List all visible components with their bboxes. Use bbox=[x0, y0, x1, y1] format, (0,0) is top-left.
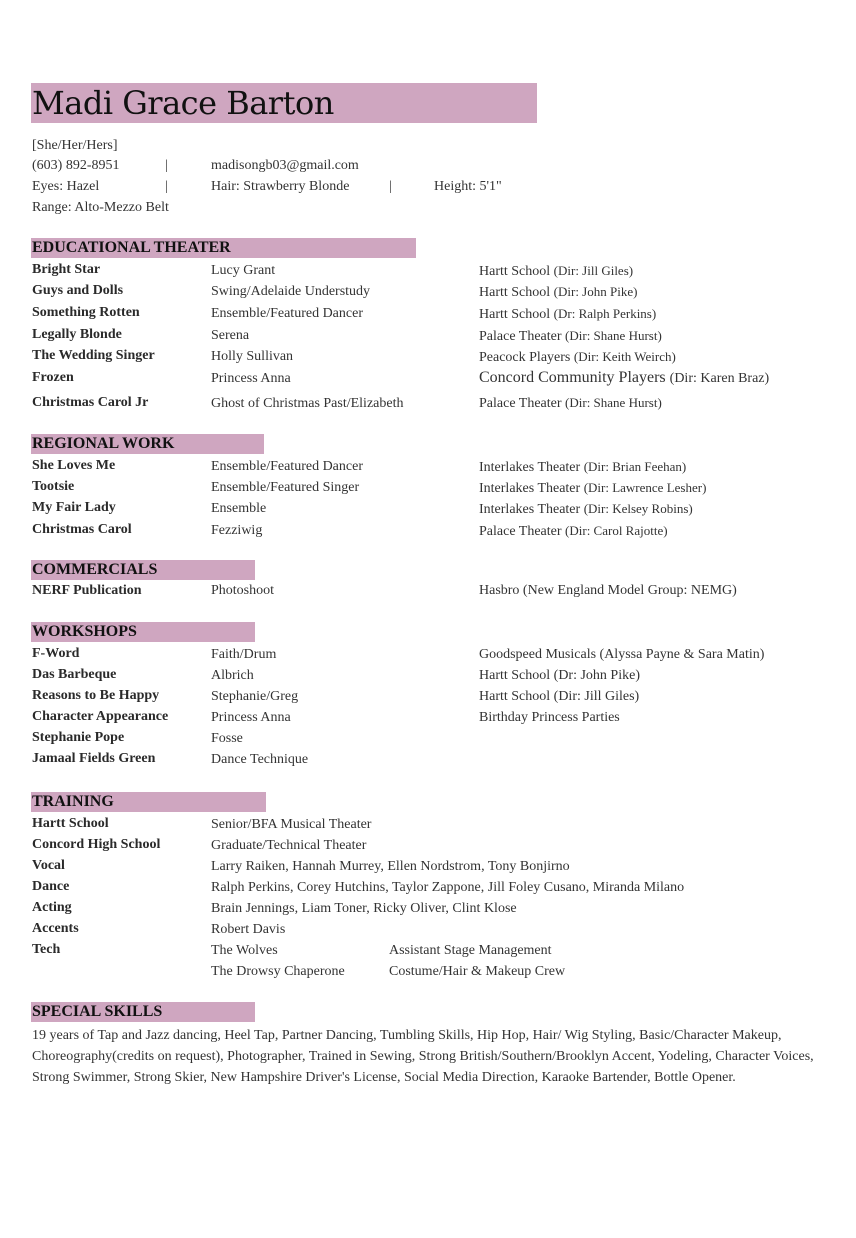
phone-number: (603) 892-8951 bbox=[32, 158, 120, 173]
role: Albrich bbox=[211, 668, 254, 683]
venue bbox=[479, 369, 769, 388]
training-value: Larry Raiken, Hannah Murrey, Ellen Nordstrom, Tony Bonjirno bbox=[211, 859, 570, 874]
separator: | bbox=[165, 179, 168, 194]
role: Fosse bbox=[211, 731, 243, 746]
director: (Dir: Kelsey Robins) bbox=[583, 501, 693, 516]
training-label: Concord High School bbox=[32, 837, 161, 852]
venue bbox=[479, 305, 656, 324]
show-title: Legally Blonde bbox=[32, 327, 122, 342]
role: Stephanie/Greg bbox=[211, 689, 299, 704]
role: Princess Anna bbox=[211, 710, 291, 725]
show-title: F-Word bbox=[32, 646, 80, 661]
venue: Hartt School (Dr: John Pike) bbox=[479, 668, 640, 683]
role: Ensemble bbox=[211, 501, 267, 516]
show-title: Das Barbeque bbox=[32, 667, 117, 682]
pronouns: [She/Her/Hers] bbox=[32, 138, 118, 153]
role: Dance Technique bbox=[211, 752, 309, 767]
venue-name: Palace Theater bbox=[479, 329, 562, 344]
show-title: Tootsie bbox=[32, 479, 75, 494]
venue-name: Concord Community Players bbox=[479, 369, 666, 386]
section-title-special-skills: SPECIAL SKILLS bbox=[32, 1003, 163, 1020]
director: (Dir: Shane Hurst) bbox=[565, 328, 662, 343]
training-value: Senior/BFA Musical Theater bbox=[211, 817, 372, 832]
role: Fezziwig bbox=[211, 523, 263, 538]
training-value: Ralph Perkins, Corey Hutchins, Taylor Zappone, Jill Foley Cusano, Miranda Milano bbox=[211, 880, 685, 895]
show-title: My Fair Lady bbox=[32, 500, 116, 515]
role: Holly Sullivan bbox=[211, 349, 294, 364]
show-title: NERF Publication bbox=[32, 583, 142, 598]
show-title: Christmas Carol Jr bbox=[32, 395, 149, 410]
director: (Dir: Lawrence Lesher) bbox=[583, 480, 707, 495]
performer-name: Madi Grace Barton bbox=[32, 84, 334, 122]
venue-name: Peacock Players bbox=[479, 350, 571, 365]
training-label: Tech bbox=[32, 942, 61, 957]
venue bbox=[479, 348, 676, 367]
hair-color: Hair: Strawberry Blonde bbox=[211, 179, 350, 194]
venue bbox=[479, 500, 693, 519]
show-title: Something Rotten bbox=[32, 305, 140, 320]
show-title: Jamaal Fields Green bbox=[32, 751, 156, 766]
special-skills-text: 19 years of Tap and Jazz dancing, Heel Tap, Partner Dancing, Tumbling Skills, Hip Hop, Hair/ Wig Styling, Basic/Character Makeup, Choreography(credits on request), Photographer, Trained in Sewing, Strong British/Southern/Brooklyn Accent, Yodeling, Character Voices, Strong Swimmer, Strong Skier, New Hampshire Driver's License, Social Media Direction, Karaoke Bartender, Bottle Opener. bbox=[32, 1028, 814, 1085]
director: (Dr: Ralph Perkins) bbox=[553, 306, 657, 321]
venue-name: Hartt School bbox=[479, 264, 551, 279]
role: Lucy Grant bbox=[211, 263, 276, 278]
vocal-range: Range: Alto-Mezzo Belt bbox=[32, 200, 169, 215]
venue bbox=[479, 458, 686, 477]
tech-show: The Wolves bbox=[211, 943, 278, 958]
role: Ensemble/Featured Singer bbox=[211, 480, 360, 495]
training-value: Graduate/Technical Theater bbox=[211, 838, 367, 853]
training-label: Dance bbox=[32, 879, 70, 894]
tech-show: The Drowsy Chaperone bbox=[211, 964, 345, 979]
show-title: She Loves Me bbox=[32, 458, 116, 473]
tech-role: Costume/Hair & Makeup Crew bbox=[389, 964, 566, 979]
director: (Dir: Karen Braz) bbox=[669, 371, 770, 386]
show-title: Character Appearance bbox=[32, 709, 169, 724]
section-title-commercials: COMMERCIALS bbox=[32, 561, 158, 578]
training-label: Vocal bbox=[32, 858, 65, 873]
venue: Birthday Princess Parties bbox=[479, 710, 620, 725]
section-title-workshops: WORKSHOPS bbox=[32, 623, 137, 640]
show-title: Guys and Dolls bbox=[32, 283, 124, 298]
height: Height: 5'1" bbox=[434, 179, 502, 194]
role: Serena bbox=[211, 328, 250, 343]
role: Ensemble/Featured Dancer bbox=[211, 459, 363, 474]
director: (Dir: Shane Hurst) bbox=[565, 395, 662, 410]
venue: Goodspeed Musicals (Alyssa Payne & Sara Matin) bbox=[479, 647, 765, 662]
venue bbox=[479, 479, 706, 498]
venue: Hartt School (Dir: Jill Giles) bbox=[479, 689, 640, 704]
separator: | bbox=[389, 179, 392, 194]
show-title: Bright Star bbox=[32, 262, 101, 277]
venue-name: Interlakes Theater bbox=[479, 460, 581, 475]
role: Ghost of Christmas Past/Elizabeth bbox=[211, 396, 404, 411]
role: Faith/Drum bbox=[211, 647, 277, 662]
venue bbox=[479, 394, 662, 413]
role: Princess Anna bbox=[211, 371, 291, 386]
show-title: Frozen bbox=[32, 370, 74, 385]
venue-name: Hartt School bbox=[479, 285, 551, 300]
show-title: The Wedding Singer bbox=[32, 348, 155, 363]
role: Swing/Adelaide Understudy bbox=[211, 284, 371, 299]
venue-name: Interlakes Theater bbox=[479, 502, 581, 517]
training-label: Accents bbox=[32, 921, 79, 936]
director: (Dir: Jill Giles) bbox=[553, 263, 634, 278]
show-title: Christmas Carol bbox=[32, 522, 132, 537]
training-label: Acting bbox=[32, 900, 72, 915]
email-address: madisongb03@gmail.com bbox=[211, 158, 359, 173]
venue bbox=[479, 522, 668, 541]
eye-color: Eyes: Hazel bbox=[32, 179, 100, 194]
separator: | bbox=[165, 158, 168, 173]
director: (Dir: Carol Rajotte) bbox=[565, 523, 668, 538]
training-value: Robert Davis bbox=[211, 922, 286, 937]
venue bbox=[479, 327, 662, 346]
venue-name: Interlakes Theater bbox=[479, 481, 581, 496]
show-title: Stephanie Pope bbox=[32, 730, 125, 745]
section-title-educational-theater: EDUCATIONAL THEATER bbox=[32, 239, 231, 256]
director: (Dir: Keith Weirch) bbox=[573, 349, 676, 364]
venue-name: Palace Theater bbox=[479, 396, 562, 411]
section-title-training: TRAINING bbox=[32, 793, 114, 810]
venue: Hasbro (New England Model Group: NEMG) bbox=[479, 583, 737, 598]
venue-name: Palace Theater bbox=[479, 524, 562, 539]
director: (Dir: John Pike) bbox=[553, 284, 638, 299]
training-label: Hartt School bbox=[32, 816, 109, 831]
role: Ensemble/Featured Dancer bbox=[211, 306, 363, 321]
role: Photoshoot bbox=[211, 583, 275, 598]
tech-role: Assistant Stage Management bbox=[389, 943, 552, 958]
venue-name: Hartt School bbox=[479, 307, 551, 322]
section-title-regional-work: REGIONAL WORK bbox=[32, 435, 175, 452]
venue bbox=[479, 283, 637, 302]
director: (Dir: Brian Feehan) bbox=[583, 459, 687, 474]
training-value: Brain Jennings, Liam Toner, Ricky Oliver, Clint Klose bbox=[211, 901, 517, 916]
show-title: Reasons to Be Happy bbox=[32, 688, 160, 703]
venue bbox=[479, 262, 633, 281]
